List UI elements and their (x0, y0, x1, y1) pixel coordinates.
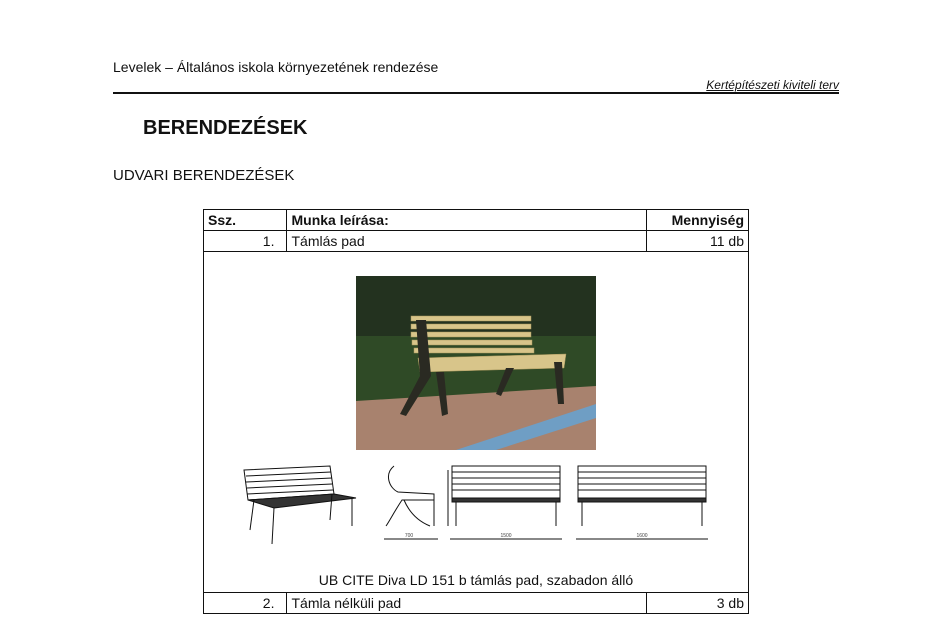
bench-perspective-drawing (244, 466, 356, 544)
dimension-label: 1500 (500, 533, 512, 539)
row-qty: 11 db (647, 231, 749, 252)
header-rule (113, 92, 839, 94)
row-qty: 3 db (647, 593, 749, 614)
figure-caption: UB CITE Diva LD 151 b támlás pad, szabadon álló (318, 572, 634, 588)
header-qty: Mennyiség (647, 210, 749, 231)
dimension-label: 1600 (636, 533, 648, 539)
dimension-label: 700 (404, 533, 414, 539)
subsection-title: UDVARI BERENDEZÉSEK (113, 167, 295, 184)
row-num: 1. (204, 231, 287, 252)
row-desc: Támlás pad (287, 231, 647, 252)
section-title: BERENDEZÉSEK (143, 117, 308, 139)
row-num: 2. (204, 593, 287, 614)
bench-technical-drawings (234, 464, 714, 548)
table-row (204, 593, 749, 614)
header-project-title: Levelek – Általános iskola környezetének rendezése (113, 59, 439, 75)
header-desc: Munka leírása: (287, 210, 647, 231)
bench-rear-view-drawing (576, 466, 708, 539)
header-num: Ssz. (204, 210, 287, 231)
figure-row (204, 252, 749, 593)
header-document-type: Kertépítészeti kiviteli terv (706, 78, 839, 92)
bench-front-view-drawing (450, 466, 562, 539)
bench-photo (356, 276, 596, 450)
bench-side-view-drawing (384, 466, 448, 539)
table-row (204, 231, 749, 252)
table-header-row (204, 210, 749, 231)
items-table (203, 209, 749, 614)
row-desc: Támla nélküli pad (287, 593, 647, 614)
figure-cell (204, 252, 749, 593)
